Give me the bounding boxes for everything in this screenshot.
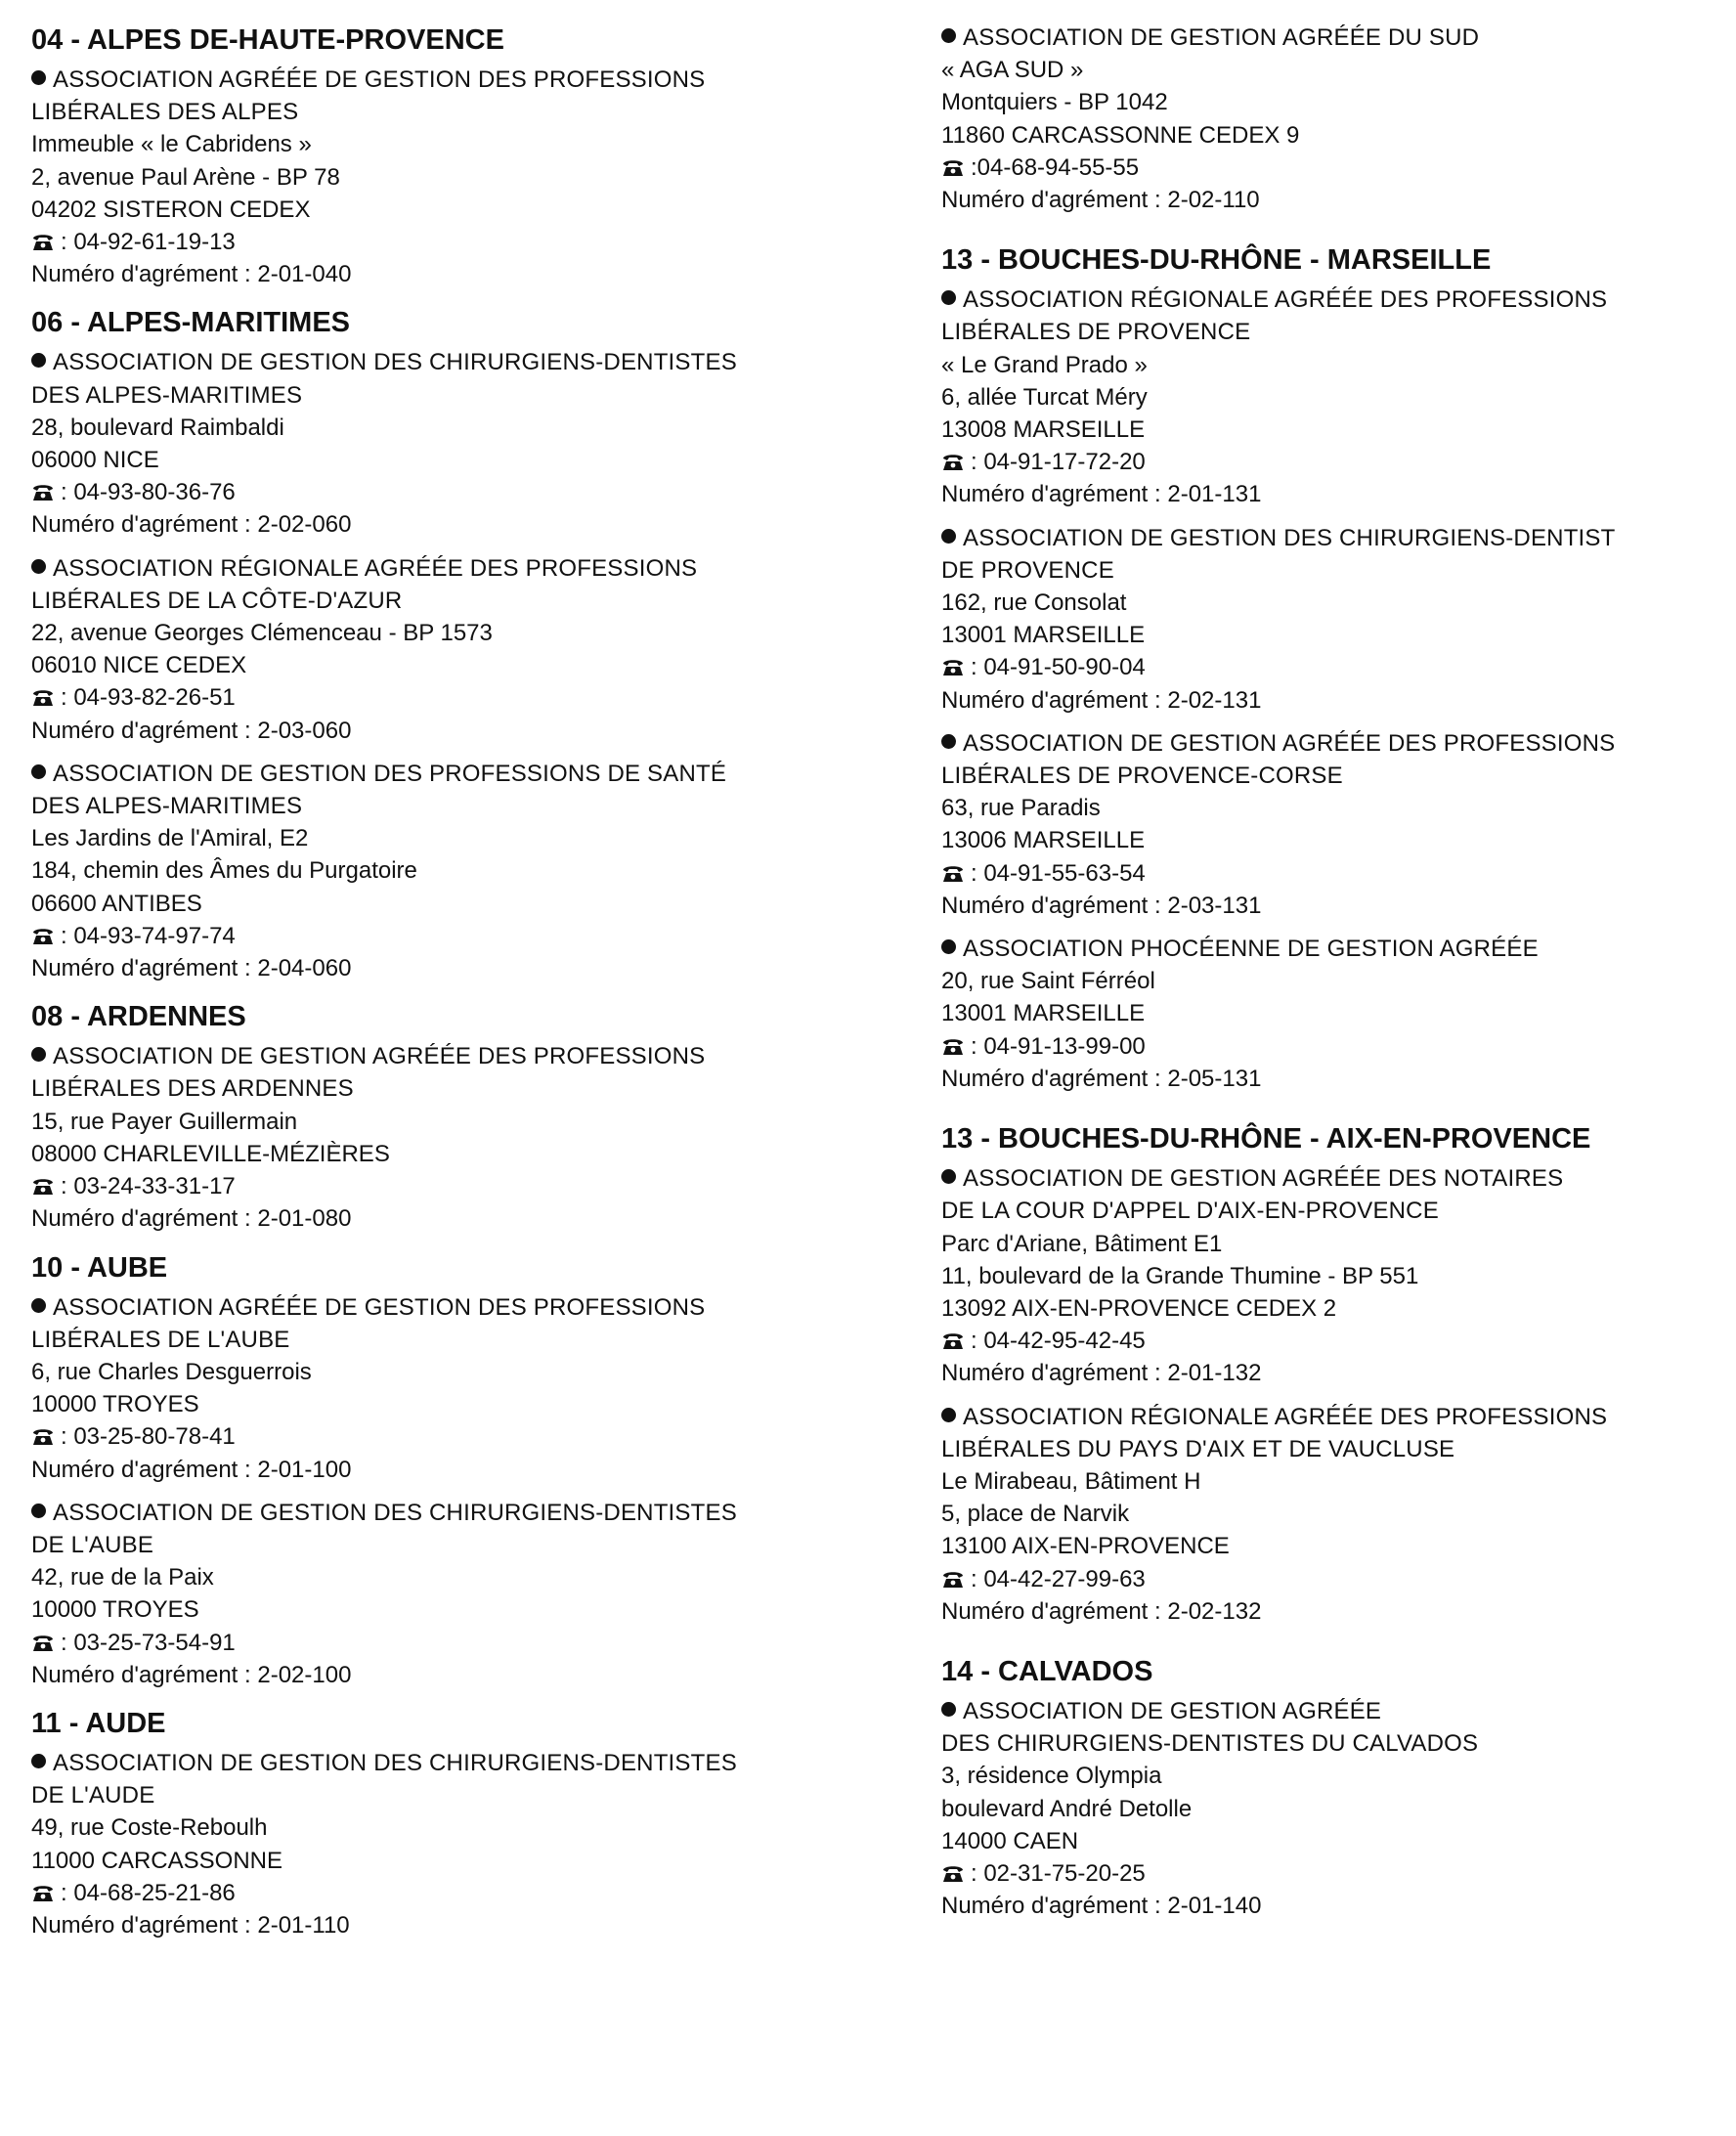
address-line: 20, rue Saint Férréol bbox=[941, 968, 1155, 995]
phone-line bbox=[31, 1420, 891, 1453]
agrement-number: Numéro d'agrément : 2-04-060 bbox=[31, 955, 352, 982]
bullet-icon bbox=[31, 1298, 46, 1313]
agrement-number: Numéro d'agrément : 2-03-060 bbox=[31, 717, 352, 744]
phone-line bbox=[31, 920, 891, 952]
department-heading: 08 - ARDENNES bbox=[31, 1001, 246, 1033]
address-line: 14000 CAEN bbox=[941, 1827, 1079, 1854]
name-text: ASSOCIATION PHOCÉENNE DE GESTION AGRÉÉE bbox=[963, 936, 1539, 963]
telephone-icon bbox=[31, 1633, 55, 1653]
phone-line bbox=[941, 1857, 1723, 1890]
bullet-icon bbox=[31, 353, 46, 368]
address-line: 63, rue Paradis bbox=[941, 795, 1101, 822]
address-line: 13100 AIX-EN-PROVENCE bbox=[941, 1533, 1230, 1560]
department-section bbox=[31, 998, 891, 1235]
address-line: 08000 CHARLEVILLE-MÉZIÈRES bbox=[31, 1140, 390, 1167]
association-name-line bbox=[31, 1324, 891, 1356]
name-text: ASSOCIATION RÉGIONALE AGRÉÉE DES PROFESSIONS bbox=[963, 1403, 1608, 1430]
telephone-icon bbox=[31, 1426, 55, 1447]
association-entry bbox=[31, 1747, 891, 1941]
association-name bbox=[941, 283, 1723, 348]
address-line: 10000 TROYES bbox=[31, 1596, 199, 1624]
phone-line bbox=[31, 226, 891, 258]
address-line: 13001 MARSEILLE bbox=[941, 1000, 1146, 1027]
agrement-number: Numéro d'agrément : 2-01-040 bbox=[31, 261, 352, 288]
phone-line bbox=[941, 857, 1723, 890]
bullet-icon bbox=[31, 764, 46, 779]
name-text: ASSOCIATION AGRÉÉE DE GESTION DES PROFESSIONS bbox=[53, 66, 706, 93]
association-entry bbox=[941, 727, 1723, 922]
telephone-icon bbox=[31, 926, 55, 946]
address-line: « AGA SUD » bbox=[941, 57, 1084, 84]
department-section bbox=[941, 241, 1723, 1095]
phone-line bbox=[31, 476, 891, 508]
association-name bbox=[941, 727, 1723, 792]
association-name-line bbox=[941, 1195, 1723, 1227]
address-line: 162, rue Consolat bbox=[941, 589, 1127, 617]
address-line: 04202 SISTERON CEDEX bbox=[31, 196, 311, 223]
association-name-line bbox=[941, 1727, 1723, 1760]
phone-number: : 02-31-75-20-25 bbox=[971, 1859, 1146, 1887]
association-name bbox=[941, 1401, 1723, 1465]
association-name-line bbox=[941, 316, 1723, 348]
association-entry bbox=[941, 933, 1723, 1095]
bullet-icon bbox=[941, 1169, 956, 1184]
address-line: Immeuble « le Cabridens » bbox=[31, 131, 312, 158]
left-column bbox=[31, 22, 891, 1955]
address-line: 13008 MARSEILLE bbox=[941, 416, 1146, 444]
name-text: DE L'AUDE bbox=[31, 1782, 155, 1809]
bullet-icon bbox=[941, 290, 956, 305]
association-name bbox=[31, 1747, 891, 1811]
association-entry bbox=[941, 1162, 1723, 1389]
name-text: DE LA COUR D'APPEL D'AIX-EN-PROVENCE bbox=[941, 1198, 1439, 1225]
telephone-icon bbox=[941, 863, 965, 884]
association-entry bbox=[941, 22, 1723, 216]
telephone-icon bbox=[31, 687, 55, 708]
association-entry bbox=[31, 758, 891, 984]
association-entry bbox=[941, 1401, 1723, 1628]
name-text: DES ALPES-MARITIMES bbox=[31, 381, 303, 409]
address-line: « Le Grand Prado » bbox=[941, 351, 1148, 378]
department-heading: 10 - AUBE bbox=[31, 1251, 168, 1284]
association-name bbox=[941, 22, 1723, 54]
telephone-icon bbox=[31, 482, 55, 502]
name-text: LIBÉRALES DE L'AUBE bbox=[31, 1326, 290, 1353]
address-line: 11860 CARCASSONNE CEDEX 9 bbox=[941, 121, 1300, 149]
name-text: ASSOCIATION DE GESTION DES PROFESSIONS DE SANTÉ bbox=[53, 760, 727, 787]
phone-number: : 03-25-80-78-41 bbox=[61, 1423, 236, 1451]
department-heading: 13 - BOUCHES-DU-RHÔNE - AIX-EN-PROVENCE bbox=[941, 1123, 1591, 1155]
bullet-icon bbox=[941, 734, 956, 749]
telephone-icon bbox=[31, 1176, 55, 1197]
bullet-icon bbox=[31, 1504, 46, 1518]
association-name-line bbox=[31, 790, 891, 822]
address-line: 15, rue Payer Guillermain bbox=[31, 1108, 298, 1135]
address-line: 13092 AIX-EN-PROVENCE CEDEX 2 bbox=[941, 1294, 1337, 1322]
telephone-icon bbox=[941, 657, 965, 677]
name-text: ASSOCIATION DE GESTION AGRÉÉE DES PROFESSIONS bbox=[963, 729, 1616, 757]
agrement-number: Numéro d'agrément : 2-03-131 bbox=[941, 892, 1262, 919]
bullet-icon bbox=[31, 1754, 46, 1768]
agrement-number: Numéro d'agrément : 2-01-131 bbox=[941, 481, 1262, 508]
association-entry bbox=[31, 1497, 891, 1691]
association-name bbox=[31, 64, 891, 128]
association-name bbox=[31, 552, 891, 617]
telephone-icon bbox=[941, 1863, 965, 1884]
association-name-line bbox=[31, 64, 891, 96]
association-entry bbox=[941, 1695, 1723, 1922]
association-name-line bbox=[31, 1291, 891, 1324]
department-section bbox=[31, 1705, 891, 1941]
name-text: ASSOCIATION DE GESTION DES CHIRURGIENS-DENTISTES bbox=[53, 1499, 737, 1526]
address-line: Montquiers - BP 1042 bbox=[941, 89, 1168, 116]
name-text: LIBÉRALES DU PAYS D'AIX ET DE VAUCLUSE bbox=[941, 1435, 1455, 1462]
association-name bbox=[941, 522, 1723, 587]
phone-number: : 03-25-73-54-91 bbox=[61, 1629, 236, 1656]
telephone-icon bbox=[31, 1883, 55, 1903]
association-name-line bbox=[31, 1529, 891, 1561]
association-entry bbox=[31, 346, 891, 541]
association-name-line bbox=[941, 522, 1723, 554]
name-text: LIBÉRALES DES ALPES bbox=[31, 99, 299, 126]
department-section bbox=[31, 22, 891, 290]
name-text: DE PROVENCE bbox=[941, 556, 1114, 584]
agrement-number: Numéro d'agrément : 2-01-132 bbox=[941, 1360, 1262, 1387]
department-section bbox=[941, 1653, 1723, 1922]
association-name bbox=[31, 1040, 891, 1105]
association-name bbox=[941, 1695, 1723, 1760]
association-name-line bbox=[31, 1747, 891, 1779]
right-column bbox=[941, 22, 1723, 1936]
address-line: 13001 MARSEILLE bbox=[941, 622, 1146, 649]
association-entry bbox=[31, 1291, 891, 1486]
association-name-line bbox=[31, 1040, 891, 1072]
association-name bbox=[941, 1162, 1723, 1227]
address-line: 10000 TROYES bbox=[31, 1391, 199, 1418]
address-line: 11, boulevard de la Grande Thumine - BP 551 bbox=[941, 1262, 1419, 1289]
name-text: ASSOCIATION AGRÉÉE DE GESTION DES PROFESSIONS bbox=[53, 1293, 706, 1321]
telephone-icon bbox=[941, 1569, 965, 1590]
association-name-line bbox=[31, 96, 891, 128]
association-name-line bbox=[941, 22, 1723, 54]
bullet-icon bbox=[941, 1702, 956, 1717]
association-name-line bbox=[31, 379, 891, 412]
bullet-icon bbox=[941, 939, 956, 954]
phone-number: : 04-93-74-97-74 bbox=[61, 922, 236, 949]
telephone-icon bbox=[31, 232, 55, 252]
association-name-line bbox=[941, 554, 1723, 587]
phone-number: : 04-91-50-90-04 bbox=[971, 654, 1146, 681]
phone-number: :04-68-94-55-55 bbox=[971, 153, 1140, 181]
name-text: ASSOCIATION RÉGIONALE AGRÉÉE DES PROFESSIONS bbox=[963, 286, 1608, 314]
association-name bbox=[31, 758, 891, 822]
address-line: 49, rue Coste-Reboulh bbox=[31, 1814, 268, 1842]
department-heading: 06 - ALPES-MARITIMES bbox=[31, 307, 351, 339]
telephone-icon bbox=[941, 452, 965, 472]
agrement-number: Numéro d'agrément : 2-05-131 bbox=[941, 1065, 1262, 1092]
department-heading: 11 - AUDE bbox=[31, 1707, 166, 1739]
phone-line bbox=[941, 1030, 1723, 1063]
department-section bbox=[941, 22, 1723, 216]
phone-number: : 04-91-55-63-54 bbox=[971, 859, 1146, 887]
name-text: ASSOCIATION DE GESTION DES CHIRURGIENS-DENTISTES bbox=[53, 1749, 737, 1776]
agrement-number: Numéro d'agrément : 2-02-131 bbox=[941, 686, 1262, 714]
address-line: 13006 MARSEILLE bbox=[941, 827, 1146, 854]
association-name bbox=[31, 1291, 891, 1356]
name-text: ASSOCIATION DE GESTION DES CHIRURGIENS-DENTISTES bbox=[53, 349, 737, 376]
association-name-line bbox=[941, 283, 1723, 316]
association-name-line bbox=[31, 1072, 891, 1105]
phone-line bbox=[941, 446, 1723, 478]
name-text: ASSOCIATION DE GESTION AGRÉÉE DU SUD bbox=[963, 24, 1480, 51]
phone-number: : 04-42-27-99-63 bbox=[971, 1565, 1146, 1592]
phone-line bbox=[941, 1563, 1723, 1595]
name-text: ASSOCIATION DE GESTION AGRÉÉE DES NOTAIRES bbox=[963, 1165, 1564, 1193]
address-line: 22, avenue Georges Clémenceau - BP 1573 bbox=[31, 620, 493, 647]
phone-number: : 03-24-33-31-17 bbox=[61, 1173, 236, 1200]
address-line: 06010 NICE CEDEX bbox=[31, 652, 247, 679]
agrement-number: Numéro d'agrément : 2-01-080 bbox=[31, 1205, 352, 1233]
association-entry bbox=[31, 1040, 891, 1235]
association-name-line bbox=[941, 727, 1723, 760]
association-name bbox=[941, 933, 1723, 965]
name-text: DES CHIRURGIENS-DENTISTES DU CALVADOS bbox=[941, 1730, 1479, 1758]
address-line: 28, boulevard Raimbaldi bbox=[31, 414, 284, 441]
association-name-line bbox=[31, 346, 891, 378]
department-heading: 13 - BOUCHES-DU-RHÔNE - MARSEILLE bbox=[941, 244, 1492, 277]
phone-number: : 04-91-17-72-20 bbox=[971, 449, 1146, 476]
bullet-icon bbox=[31, 1047, 46, 1062]
association-name bbox=[31, 1497, 891, 1561]
association-entry bbox=[31, 64, 891, 290]
name-text: ASSOCIATION RÉGIONALE AGRÉÉE DES PROFESSIONS bbox=[53, 554, 698, 582]
name-text: DES ALPES-MARITIMES bbox=[31, 793, 303, 820]
association-entry bbox=[31, 552, 891, 747]
telephone-icon bbox=[941, 1036, 965, 1057]
phone-number: : 04-68-25-21-86 bbox=[61, 1879, 236, 1906]
agrement-number: Numéro d'agrément : 2-02-100 bbox=[31, 1661, 352, 1688]
address-line: 6, rue Charles Desguerrois bbox=[31, 1358, 312, 1385]
name-text: LIBÉRALES DES ARDENNES bbox=[31, 1075, 354, 1103]
telephone-icon bbox=[941, 157, 965, 178]
department-section bbox=[31, 1249, 891, 1691]
agrement-number: Numéro d'agrément : 2-02-110 bbox=[941, 187, 1260, 214]
agrement-number: Numéro d'agrément : 2-02-132 bbox=[941, 1597, 1262, 1625]
phone-number: : 04-93-80-36-76 bbox=[61, 479, 236, 506]
association-name-line bbox=[941, 1695, 1723, 1727]
association-name bbox=[31, 346, 891, 411]
address-line: boulevard André Detolle bbox=[941, 1795, 1193, 1822]
phone-line bbox=[31, 681, 891, 714]
bullet-icon bbox=[941, 529, 956, 544]
phone-line bbox=[31, 1170, 891, 1202]
agrement-number: Numéro d'agrément : 2-01-110 bbox=[31, 1911, 350, 1939]
name-text: LIBÉRALES DE PROVENCE-CORSE bbox=[941, 763, 1343, 790]
department-heading: 14 - CALVADOS bbox=[941, 1655, 1153, 1687]
name-text: ASSOCIATION DE GESTION AGRÉÉE DES PROFESSIONS bbox=[53, 1043, 706, 1070]
address-line: 2, avenue Paul Arène - BP 78 bbox=[31, 163, 340, 191]
phone-line bbox=[941, 152, 1723, 184]
address-line: Parc d'Ariane, Bâtiment E1 bbox=[941, 1230, 1223, 1257]
agrement-number: Numéro d'agrément : 2-02-060 bbox=[31, 511, 352, 539]
association-entry bbox=[941, 283, 1723, 510]
address-line: Les Jardins de l'Amiral, E2 bbox=[31, 825, 309, 852]
address-line: Le Mirabeau, Bâtiment H bbox=[941, 1467, 1201, 1495]
address-line: 184, chemin des Âmes du Purgatoire bbox=[31, 857, 417, 885]
bullet-icon bbox=[941, 1408, 956, 1422]
department-section bbox=[31, 304, 891, 984]
name-text: LIBÉRALES DE PROVENCE bbox=[941, 319, 1251, 346]
association-name-line bbox=[941, 1401, 1723, 1433]
department-section bbox=[941, 1120, 1723, 1628]
association-entry bbox=[941, 522, 1723, 717]
name-text: LIBÉRALES DE LA CÔTE-D'AZUR bbox=[31, 587, 403, 614]
telephone-icon bbox=[941, 1330, 965, 1351]
association-name-line bbox=[31, 758, 891, 790]
address-line: 11000 CARCASSONNE bbox=[31, 1847, 282, 1874]
department-heading: 04 - ALPES DE-HAUTE-PROVENCE bbox=[31, 24, 504, 56]
phone-number: : 04-93-82-26-51 bbox=[61, 684, 236, 712]
association-name-line bbox=[941, 760, 1723, 792]
phone-line bbox=[941, 1325, 1723, 1357]
phone-number: : 04-92-61-19-13 bbox=[61, 229, 236, 256]
phone-line bbox=[31, 1627, 891, 1659]
address-line: 3, résidence Olympia bbox=[941, 1763, 1162, 1790]
bullet-icon bbox=[941, 28, 956, 43]
association-name-line bbox=[941, 1433, 1723, 1465]
name-text: DE L'AUBE bbox=[31, 1531, 154, 1558]
name-text: ASSOCIATION DE GESTION DES CHIRURGIENS-DENTIST bbox=[963, 524, 1616, 551]
name-text: ASSOCIATION DE GESTION AGRÉÉE bbox=[963, 1697, 1382, 1724]
bullet-icon bbox=[31, 70, 46, 85]
association-name-line bbox=[31, 585, 891, 617]
address-line: 5, place de Narvik bbox=[941, 1501, 1130, 1528]
association-name-line bbox=[31, 1497, 891, 1529]
association-name-line bbox=[941, 1162, 1723, 1195]
phone-line bbox=[941, 651, 1723, 683]
association-name-line bbox=[941, 933, 1723, 965]
phone-number: : 04-91-13-99-00 bbox=[971, 1032, 1146, 1060]
address-line: 06600 ANTIBES bbox=[31, 890, 202, 917]
association-name-line bbox=[31, 1779, 891, 1811]
phone-line bbox=[31, 1877, 891, 1909]
agrement-number: Numéro d'agrément : 2-01-100 bbox=[31, 1456, 352, 1483]
bullet-icon bbox=[31, 559, 46, 574]
phone-number: : 04-42-95-42-45 bbox=[971, 1328, 1146, 1355]
address-line: 06000 NICE bbox=[31, 447, 159, 474]
address-line: 6, allée Turcat Méry bbox=[941, 383, 1148, 411]
agrement-number: Numéro d'agrément : 2-01-140 bbox=[941, 1893, 1262, 1920]
address-line: 42, rue de la Paix bbox=[31, 1564, 214, 1591]
association-name-line bbox=[31, 552, 891, 585]
